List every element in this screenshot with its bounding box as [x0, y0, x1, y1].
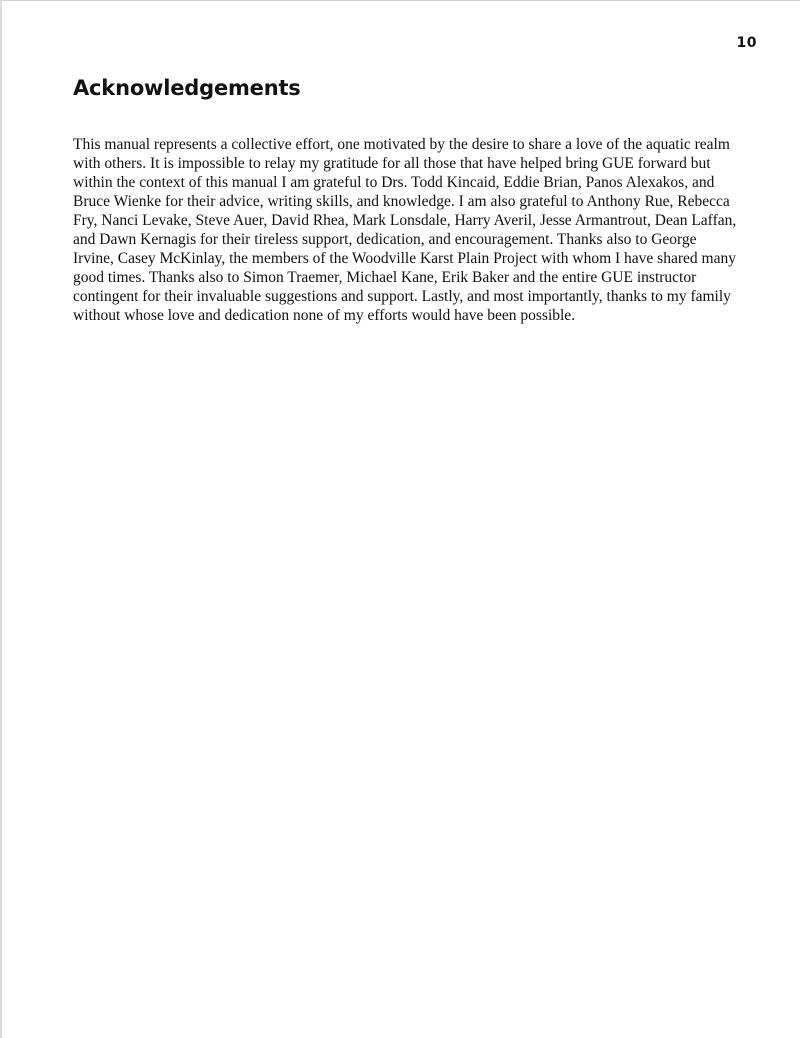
- paragraph-line: contingent for their invaluable suggestions and support. Lastly, and most importantly, thanks to my family: [73, 288, 731, 305]
- acknowledgements-paragraph: [73, 135, 737, 325]
- page-title: Acknowledgements: [73, 76, 301, 100]
- paragraph-line: within the context of this manual I am grateful to Drs. Todd Kincaid, Eddie Brian, Panos Alexakos, and: [73, 174, 715, 191]
- paragraph-line: Fry, Nanci Levake, Steve Auer, David Rhea, Mark Lonsdale, Harry Averil, Jesse Armantrout, Dean Laffan,: [73, 212, 737, 229]
- paragraph-line: without whose love and dedication none of my efforts would have been possible.: [73, 307, 576, 324]
- paragraph-line: good times. Thanks also to Simon Traemer, Michael Kane, Erik Baker and the entire GUE instructor: [73, 269, 697, 286]
- paragraph-line: This manual represents a collective effort, one motivated by the desire to share a love of the aquatic realm: [73, 136, 730, 153]
- paragraph-line: Bruce Wienke for their advice, writing skills, and knowledge. I am also grateful to Anthony Rue, Rebecca: [73, 193, 730, 210]
- paragraph-line: and Dawn Kernagis for their tireless support, dedication, and encouragement. Thanks also to George: [73, 231, 697, 248]
- paragraph-line: Irvine, Casey McKinlay, the members of the Woodville Karst Plain Project with whom I have shared many: [73, 250, 736, 267]
- paragraph-line: with others. It is impossible to relay my gratitude for all those that have helped bring GUE forward but: [73, 155, 711, 172]
- page-number: 10: [736, 35, 757, 51]
